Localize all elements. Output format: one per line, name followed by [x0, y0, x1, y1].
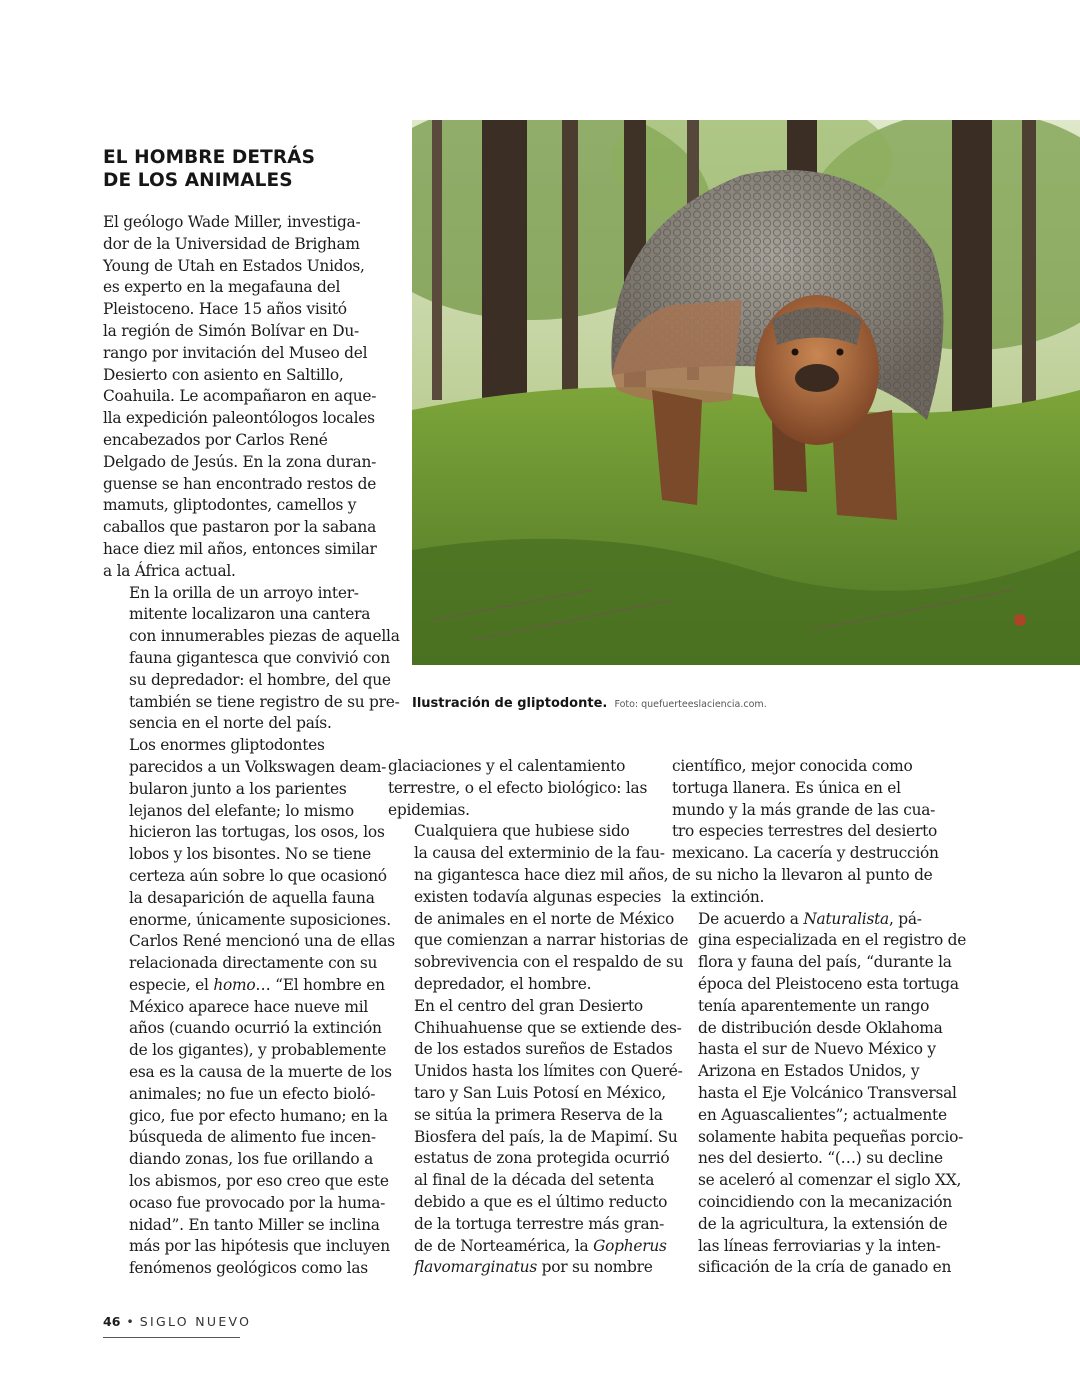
forest-scene-image [412, 120, 1080, 665]
text-line: de la tortuga terrestre más gran- [414, 1214, 665, 1233]
text-line [388, 1257, 653, 1279]
text-line: de la agricultura, la extensión de [698, 1214, 948, 1233]
text-line: lejanos del elefante; lo mismo [129, 801, 354, 820]
text-line: en Aguascalientes”; actualmente [698, 1105, 947, 1124]
text-line: Chihuahuense que se extiende des- [414, 1018, 682, 1037]
text-line: mundo y la más grande de las cua- [672, 800, 936, 819]
text-line: debido a que es el último reducto [414, 1192, 668, 1211]
text-line: mexicano. La cacería y destrucción [672, 844, 939, 863]
text-line: también se tiene registro de su pre- [129, 692, 400, 711]
text-line: flora y fauna del país, “durante la [698, 953, 952, 972]
glyptodon-illustration [412, 120, 1080, 665]
paragraph [103, 583, 400, 736]
text-line: de los gigantes), y probablemente [129, 1041, 387, 1060]
text-line: de los estados sureños de Estados [414, 1040, 673, 1059]
text-line: época del Pleistoceno esta tortuga [698, 974, 959, 993]
italic-species: flavomarginatus [414, 1258, 537, 1277]
text-line: es experto en la megafauna del [103, 278, 341, 297]
text-line: taro y San Luis Potosí en México, [414, 1083, 666, 1102]
text-line: nes del desierto. “(…) su decline [698, 1149, 943, 1168]
text-line: Carlos René mencionó una de ellas [129, 932, 395, 951]
text-line: mamuts, gliptodontes, camellos y [103, 496, 357, 515]
italic-genus: Gopherus [593, 1236, 667, 1255]
text-line: la desaparición de aquella fauna [129, 888, 375, 907]
text-line: diando zonas, los fue orillando a [129, 1150, 374, 1169]
text-line [388, 1236, 667, 1258]
text-line: relacionada directamente con su [129, 954, 378, 973]
photo-credit: Foto: quefuerteeslaciencia.com. [614, 699, 767, 710]
text-line: ocaso fue provocado por la huma- [129, 1193, 386, 1212]
paragraph [388, 821, 689, 995]
text-line: En la orilla de un arroyo inter- [129, 583, 359, 602]
text-line: fauna gigantesca que convivió con [129, 648, 390, 667]
heading-line-2: DE LOS ANIMALES [103, 170, 293, 191]
text-line: más por las hipótesis que incluyen [129, 1237, 390, 1256]
text-line: de animales en el norte de México [414, 909, 674, 928]
text-line: se aceleró al comenzar el siglo XX, [698, 1171, 962, 1190]
text-line: la región de Simón Bolívar en Du- [103, 321, 359, 340]
text-line: sobrevivencia con el respaldo de su [414, 953, 684, 972]
text-line: sificación de la cría de ganado en [698, 1258, 952, 1277]
text-line: parecidos a un Volkswagen deam- [129, 757, 387, 776]
text-line: terrestre, o el efecto biológico: las [388, 778, 648, 797]
text-line: años (cuando ocurrió la extinción [129, 1019, 382, 1038]
text-column-1 [103, 212, 400, 1280]
text-line: Young de Utah en Estados Unidos, [103, 256, 365, 275]
heading-line-1: EL HOMBRE DETRÁS [103, 147, 316, 168]
text-line: encabezados por Carlos René [103, 430, 328, 449]
text-line: Arizona en Estados Unidos, y [698, 1062, 920, 1081]
text-line: coincidiendo con la mecanización [698, 1192, 953, 1211]
paragraph [672, 909, 967, 1280]
text-line: hicieron las tortugas, los osos, los [129, 823, 385, 842]
text-line: tenía aparentemente un rango [698, 996, 930, 1015]
text-line [103, 975, 385, 997]
text-line: se sitúa la primera Reserva de la [414, 1105, 663, 1124]
text-line: rango por invitación del Museo del [103, 343, 368, 362]
text-line: Biosfera del país, la de Mapimí. Su [414, 1127, 678, 1146]
text-column-2 [388, 756, 689, 1279]
text-line: que comienzan a narrar historias de [414, 931, 689, 950]
text-line: hasta el Eje Volcánico Transversal [698, 1083, 957, 1102]
text-line: na gigantesca hace diez mil años, [414, 865, 669, 884]
page-footer [103, 1314, 251, 1329]
text-line: búsqueda de alimento fue incen- [129, 1128, 376, 1147]
text-line: hasta el sur de Nuevo México y [698, 1040, 936, 1059]
footer-rule [103, 1337, 240, 1338]
text-line: al final de la década del setenta [414, 1171, 655, 1190]
text-run: … “El hombre en [255, 975, 385, 994]
text-line: El geólogo Wade Miller, investiga- [103, 213, 361, 231]
text-line: Desierto con asiento en Saltillo, [103, 365, 344, 384]
paragraph [103, 735, 395, 1280]
text-line: México aparece hace nueve mil [129, 997, 369, 1016]
text-column-3 [672, 756, 967, 1279]
text-line: científico, mejor conocida como [672, 757, 913, 775]
text-line: a la África actual. [103, 561, 236, 580]
text-line: lobos y los bisontes. No se tiene [129, 845, 371, 864]
figure-caption [412, 692, 767, 711]
text-line: dor de la Universidad de Brigham [103, 234, 360, 253]
text-line: animales; no fue un efecto bioló- [129, 1084, 376, 1103]
text-line: guense se han encontrado restos de [103, 474, 377, 493]
text-line: Delgado de Jesús. En la zona duran- [103, 452, 377, 471]
text-line: glaciaciones y el calentamiento [388, 757, 626, 775]
italic-term-homo: homo [213, 975, 256, 994]
text-line: Los enormes gliptodontes [129, 736, 325, 755]
text-line: Coahuila. Le acompañaron en aque- [103, 387, 377, 406]
text-line: la extinción. [672, 887, 765, 906]
text-line: Unidos hasta los límites con Queré- [414, 1062, 683, 1081]
text-line: la causa del exterminio de la fau- [414, 844, 665, 863]
paragraph [388, 756, 653, 821]
text-line: mitente localizaron una cantera [129, 605, 371, 624]
text-line: gina especializada en el registro de [698, 931, 967, 950]
text-line: certeza aún sobre lo que ocasionó [129, 866, 387, 885]
text-line: las líneas ferroviarias y la inten- [698, 1236, 941, 1255]
text-run: especie, el [129, 975, 214, 994]
text-line: Pleistoceno. Hace 15 años visitó [103, 300, 347, 319]
paragraph [103, 212, 377, 583]
text-run: De acuerdo a [698, 909, 804, 928]
text-line: esa es la causa de la muerte de los [129, 1063, 392, 1082]
caption-title: Ilustración de gliptodonte. [412, 696, 608, 711]
text-line: tortuga llanera. Es única en el [672, 778, 901, 797]
text-line: con innumerables piezas de aquella [129, 627, 400, 646]
text-line: En el centro del gran Desierto [414, 996, 643, 1015]
text-line: hace diez mil años, entonces similar [103, 539, 377, 558]
text-line: su depredador: el hombre, del que [129, 670, 391, 689]
publication-name: SIGLO NUEVO [139, 1314, 252, 1329]
text-line: de distribución desde Oklahoma [698, 1018, 943, 1037]
italic-naturalista: Naturalista [803, 909, 889, 928]
text-line: fenómenos geológicos como las [129, 1259, 368, 1278]
text-line: Cualquiera que hubiese sido [414, 822, 630, 841]
text-line: gico, fue por efecto humano; en la [129, 1106, 388, 1125]
text-run: de de Norteamérica, la [414, 1236, 594, 1255]
text-line: los abismos, por eso creo que este [129, 1172, 389, 1191]
bullet-separator: • [126, 1314, 134, 1329]
text-line: sencia en el norte del país. [129, 714, 332, 733]
text-line: epidemias. [388, 800, 470, 819]
text-line: enorme, únicamente suposiciones. [129, 910, 391, 929]
text-run: por su nombre [537, 1258, 653, 1277]
text-run: , pá- [888, 909, 922, 928]
page-number: 46 [103, 1314, 121, 1329]
paragraph [388, 996, 683, 1279]
text-line: lla expedición paleontólogos locales [103, 409, 375, 428]
text-line: tro especies terrestres del desierto [672, 822, 938, 841]
text-line [672, 909, 937, 931]
text-line: depredador, el hombre. [414, 974, 592, 993]
text-line: nidad”. En tanto Miller se inclina [129, 1215, 380, 1234]
text-line: bularon junto a los parientes [129, 779, 347, 798]
text-line: caballos que pastaron por la sabana [103, 518, 377, 537]
text-line: estatus de zona protegida ocurrió [414, 1149, 670, 1168]
text-line: de su nicho la llevaron al punto de [672, 865, 933, 884]
article-heading [103, 146, 315, 192]
text-line: solamente habita pequeñas porcio- [698, 1127, 964, 1146]
paragraph [672, 756, 937, 909]
text-line: existen todavía algunas especies [414, 887, 662, 906]
